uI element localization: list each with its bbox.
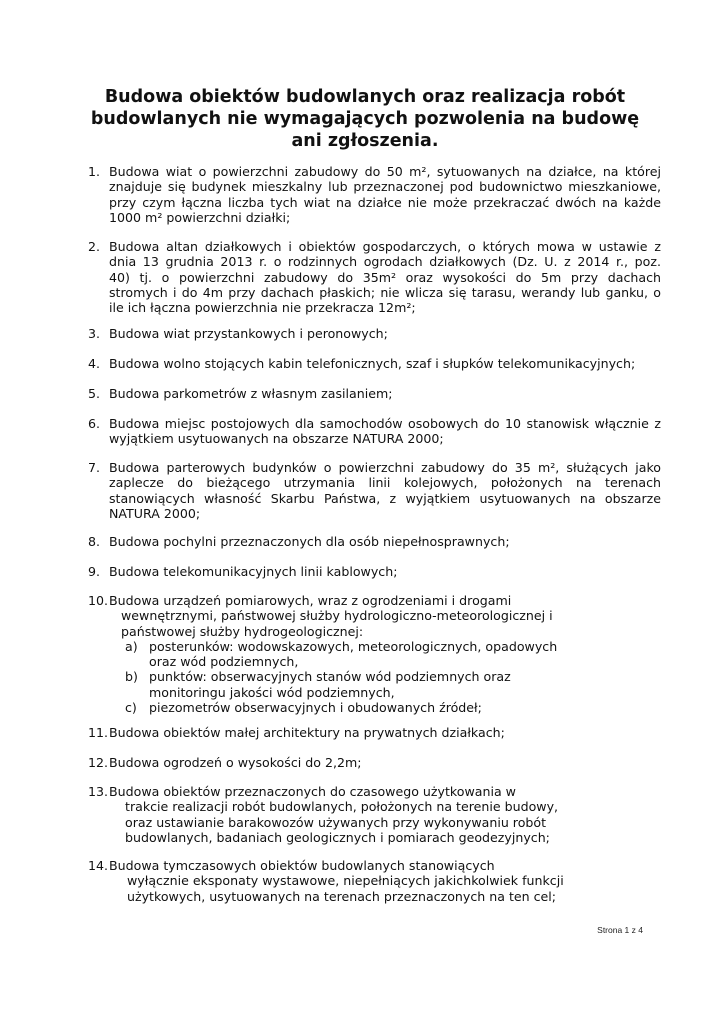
list-item-number: 8.: [88, 534, 101, 549]
list-item-line: budowlanych, badaniach geologicznych i pomiarach geodezyjnych;: [125, 829, 550, 845]
list-item-line: stanowiących własność Skarbu Państwa, z wyjątkiem usytuowanych na obszarze: [109, 490, 661, 506]
list-item-line: Budowa parterowych budynków o powierzchni zabudowy do 35 m², służących jako: [109, 460, 661, 475]
sub-item-line: punktów: obserwacyjnych stanów wód podziemnych oraz: [149, 669, 511, 685]
list-item-line: wyłącznie eksponaty wystawowe, niepełniących jakichkolwiek funkcji: [127, 873, 564, 889]
list-item-line: Budowa tymczasowych obiektów budowlanych stanowiących: [109, 858, 495, 873]
sub-item-line: piezometrów obserwacyjnych i obudowanych źródeł;: [149, 700, 482, 716]
list-item-line: stromych i do 4m przy dachach płaskich; nie wlicza się tarasu, werandy lub ganku, o: [109, 284, 661, 300]
list-item-line: Budowa pochylni przeznaczonych dla osób niepełnosprawnych;: [109, 534, 510, 549]
sub-item-label: c): [125, 700, 137, 716]
list-item-line: Budowa miejsc postojowych dla samochodów osobowych do 10 stanowisk włącznie z: [109, 416, 661, 431]
list-item-line: Budowa obiektów przeznaczonych do czasowego użytkowania w: [109, 784, 516, 799]
list-item-line: przy czym łączna liczba tych wiat na działce nie może przekraczać dwóch na każde: [109, 194, 661, 210]
list-item-line: trakcie realizacji robót budowlanych, położonych na terenie budowy,: [125, 799, 559, 815]
list-item-line: NATURA 2000;: [109, 505, 201, 521]
title-line: ani zgłoszenia.: [291, 131, 439, 151]
list-item-line: wewnętrznymi, państwowej służby hydrologiczno-meteorologicznej i: [121, 608, 553, 624]
list-item-line: Budowa urządzeń pomiarowych, wraz z ogrodzeniami i drogami: [109, 593, 512, 608]
list-item-number: 13.: [88, 784, 109, 799]
list-item-line: oraz ustawianie barakowozów używanych przy wykonywaniu robót: [125, 814, 547, 830]
list-item-line: Budowa altan działkowych i obiektów gospodarczych, o których mowa w ustawie z: [109, 239, 661, 254]
list-item-line: państwowej służby hydrogeologicznej:: [121, 623, 364, 639]
list-item-number: 7.: [88, 460, 101, 475]
title-line: budowlanych nie wymagających pozwolenia na budowę: [90, 109, 640, 129]
list-item-line: Budowa wiat o powierzchni zabudowy do 50 m², sytuowanych na działce, na której: [109, 164, 661, 179]
sub-item-line: oraz wód podziemnych,: [149, 654, 299, 670]
list-item-number: 12.: [88, 755, 109, 770]
sub-item: [109, 700, 661, 715]
list-item-line: Budowa telekomunikacyjnych linii kablowych;: [109, 564, 398, 579]
page-number: Strona 1 z 4: [597, 925, 643, 935]
list-item-number: 6.: [88, 416, 101, 431]
list-item-line: wyjątkiem usytuowanych na obszarze NATURA 2000;: [109, 431, 444, 447]
list-item-line: 1000 m² powierzchni działki;: [109, 209, 291, 225]
list-item-line: dnia 13 grudnia 2013 r. o rodzinnych ogrodach działkowych (Dz. U. z 2014 r., poz.: [109, 254, 661, 270]
list-item-number: 4.: [88, 356, 101, 371]
page-title: [85, 86, 645, 152]
sub-item-continuation: [109, 654, 661, 669]
list-item-line: Budowa ogrodzeń o wysokości do 2,2m;: [109, 755, 362, 770]
sub-item-line: monitoringu jakości wód podziemnych,: [149, 684, 395, 700]
list-item-number: 1.: [88, 164, 101, 179]
sub-item: [109, 669, 661, 684]
list-item-line: użytkowych, usytuowanych na terenach przeznaczonych na ten cel;: [127, 888, 557, 904]
list-item-line: Budowa wiat przystankowych i peronowych;: [109, 326, 388, 341]
sub-item-line: posterunków: wodowskazowych, meteorologicznych, opadowych: [149, 638, 558, 654]
sub-item-continuation: [109, 685, 661, 700]
title-line: Budowa obiektów budowlanych oraz realizacja robót: [104, 87, 626, 107]
sub-item-label: b): [125, 669, 138, 685]
list-item-line: Budowa parkometrów z własnym zasilaniem;: [109, 386, 393, 401]
list-item-number: 10.: [88, 593, 109, 608]
list-item-line: Budowa obiektów małej architektury na prywatnych działkach;: [109, 725, 505, 740]
list-item-number: 11.: [88, 725, 109, 740]
list-item-number: 9.: [88, 564, 101, 579]
list-item-number: 14.: [88, 858, 109, 873]
list-item-line: Budowa wolno stojących kabin telefonicznych, szaf i słupków telekomunikacyjnych;: [109, 356, 636, 371]
sub-item-label: a): [125, 638, 138, 654]
list-item-line: zaplecze do bieżącego utrzymania linii kolejowych, położonych na terenach: [109, 475, 661, 491]
list-item-line: znajduje się budynek mieszkalny lub przeznaczonej pod budownictwo mieszkaniowe,: [109, 179, 661, 195]
list-item-number: 5.: [88, 386, 101, 401]
list-item-line: ile ich łączna powierzchnia nie przekracza 12m²;: [109, 300, 416, 316]
list-item-number: 3.: [88, 326, 101, 341]
list-item-line: 40) tj. o powierzchni zabudowy do 35m² oraz wysokości do 5m przy dachach: [109, 269, 661, 285]
list-item-number: 2.: [88, 239, 101, 254]
sub-item: [109, 639, 661, 654]
